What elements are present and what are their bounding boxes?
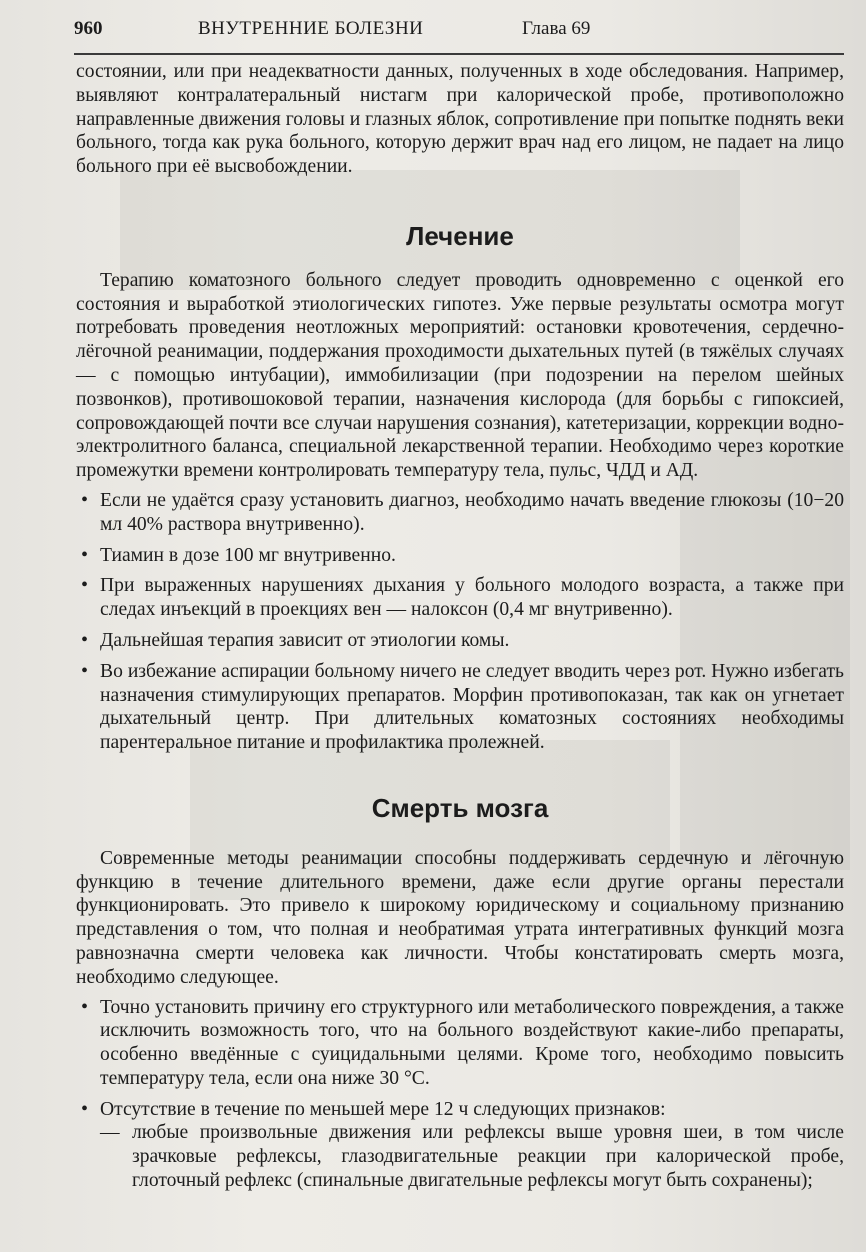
list-item: • Дальнейшая терапия зависит от этиологии комы. [76, 629, 844, 653]
brain-death-bullet-list [76, 996, 844, 1193]
sub-list-item: — любые произвольные движения или рефлексы выше уровня шеи, в том числе зрачковые рефлексы, глазодвигательные реакции при калорической пробе, глоточный рефлекс (спинальные двигательные рефлексы могут быть сохранены); [100, 1121, 844, 1192]
list-item: • Точно установить причину его структурного или метаболического повреждения, а также исключить возможность того, что на больного воздействуют какие-либо препараты, особенно введённые с суицидальными целями. Кроме того, необходимо повысить температуру тела, если она ниже 30 °С. [76, 996, 844, 1091]
brain-death-paragraph: Современные методы реанимации способны поддерживать сердечную и лёгочную функцию в течение длительного времени, даже если другие органы перестали функционировать. Это привело к широкому юридическому и социальному признанию представления о том, что полная и необратимая утрата интегративных функций мозга равнозначна смерти человека как личности. Чтобы констатировать смерть мозга, необходимо следующее. [76, 847, 844, 988]
header-rule [74, 53, 844, 55]
chapter-label: Глава 69 [522, 18, 591, 39]
intro-paragraph: состоянии, или при неадекватности данных, полученных в ходе обследования. Например, выявляют контралатеральный нистагм при калорической пробе, противоположно направленные движения головы и глазных яблок, сопротивление при попытке поднять веки больного, тогда как рука больного, которую держит врач над его лицом, не падает на лицо больного при её высвобождении. [76, 61, 844, 178]
page-number: 960 [74, 18, 103, 39]
page-header [74, 16, 834, 46]
treatment-paragraph: Терапию коматозного больного следует проводить одновременно с оценкой его состояния и выработкой этиологических гипотез. Уже первые результаты осмотра могут потребовать проведения неотложных мероприятий: остановки кровотечения, сердечно-лёгочной реанимации, поддержания проходимости дыхательных путей (в тяжёлых случаях — с помощью интубации), иммобилизации (при подозрении на перелом шейных позвонков), противошоковой терапии, назначения кислорода (для борьбы с гипоксией, сопровождающей почти все случаи нарушения сознания), катетеризации, коррекции водно-электролитного баланса, специальной лекарственной терапии. Необходимо через короткие промежутки времени контролировать температуру тела, пульс, ЧДД и АД. [76, 269, 844, 482]
list-item [76, 1098, 844, 1193]
section-title-brain-death: Смерть мозга [371, 792, 549, 823]
treatment-bullet-list [76, 489, 844, 755]
list-item: • При выраженных нарушениях дыхания у больного молодого возраста, а также при следах инъекций в проекциях вен — налоксон (0,4 мг внутривенно). [76, 574, 844, 622]
running-title: ВНУТРЕННИЕ БОЛЕЗНИ [198, 18, 424, 39]
list-item: • Во избежание аспирации больному ничего не следует вводить через рот. Нужно избегать назначения стимулирующих препаратов. Морфин противопоказан, так как он угнетает дыхательный центр. При длительных коматозных состояниях необходимы парентеральное питание и профилактика пролежней. [76, 660, 844, 755]
list-item: • Тиамин в дозе 100 мг внутривенно. [76, 544, 844, 568]
main-text [76, 60, 844, 1200]
section-title-treatment: Лечение [406, 220, 514, 251]
list-item-text: Отсутствие в течение по меньшей мере 12 ч следующих признаков: [100, 1098, 666, 1120]
list-item: • Если не удаётся сразу установить диагноз, необходимо начать введение глюкозы (10−20 мл 40% раствора внутривенно). [76, 489, 844, 537]
dash-sublist [100, 1121, 844, 1192]
